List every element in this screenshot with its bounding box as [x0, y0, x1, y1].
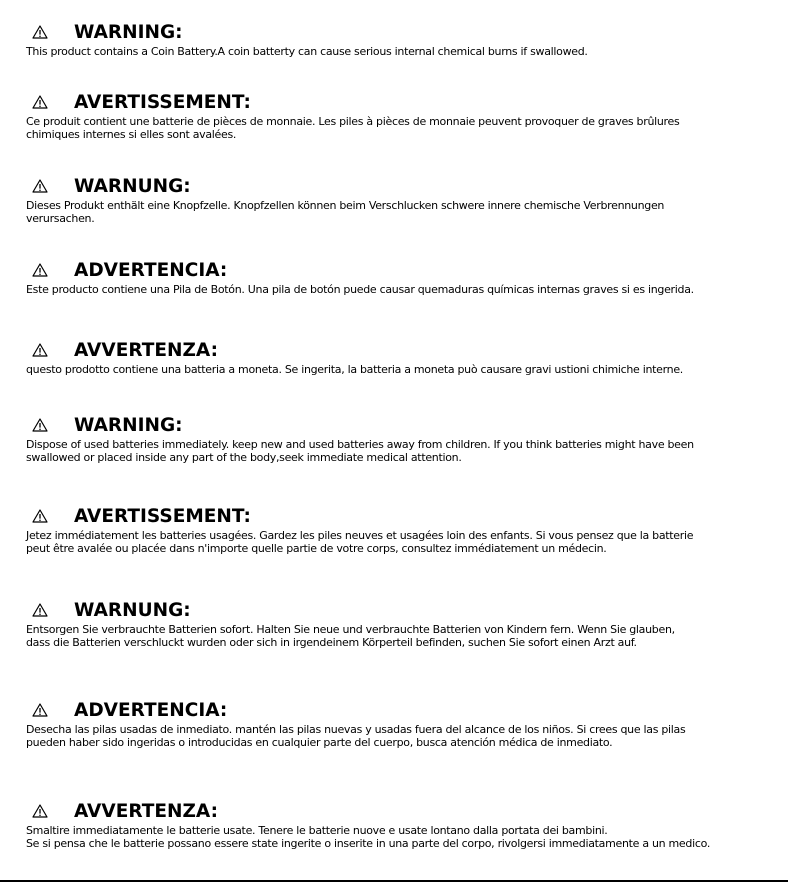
section-heading — [26, 415, 778, 437]
warning-triangle-icon — [26, 803, 74, 822]
warning-section — [26, 600, 778, 650]
body-line: peut être avalée ou placée dans n'importe quelle partie de votre corps, consultez immédiatement un médecin. — [26, 542, 607, 556]
body-line: Jetez immédiatement les batteries usagées. Gardez les piles neuves et usagées loin des enfants. Si vous pensez que la batterie — [26, 529, 694, 542]
body-line: Dieses Produkt enthält eine Knopfzelle. Knopfzellen können beim Verschlucken schwere innere chemische Verbrennungen — [26, 199, 665, 212]
body-line: dass die Batterien verschluckt wurden oder sich in irgendeinem Körperteil befinden, suchen Sie sofort einen Arzt auf. — [26, 636, 637, 650]
warning-triangle-icon — [26, 602, 74, 621]
warning-triangle-icon — [26, 24, 74, 43]
warning-section — [26, 176, 778, 226]
section-body — [26, 723, 778, 750]
warning-triangle-icon — [26, 342, 74, 361]
section-title: WARNUNG: — [74, 176, 191, 197]
warning-triangle-icon — [26, 178, 74, 197]
bottom-divider — [0, 880, 788, 882]
warning-section — [26, 415, 778, 465]
section-title: WARNUNG: — [74, 600, 191, 621]
body-line: Dispose of used batteries immediately. keep new and used batteries away from children. If you think batteries might have been — [26, 438, 694, 451]
section-body — [26, 623, 778, 650]
warning-section — [26, 22, 778, 58]
warning-section — [26, 260, 778, 296]
section-title: WARNING: — [74, 22, 183, 43]
section-heading — [26, 260, 778, 282]
section-heading — [26, 801, 778, 823]
body-line: swallowed or placed inside any part of the body,seek immediate medical attention. — [26, 451, 462, 465]
body-line: questo prodotto contiene una batteria a moneta. Se ingerita, la batteria a moneta può causare gravi ustioni chimiche interne. — [26, 363, 684, 376]
warning-section — [26, 92, 778, 142]
section-body — [26, 824, 778, 851]
warning-triangle-icon — [26, 702, 74, 721]
section-title: WARNING: — [74, 415, 183, 436]
section-heading — [26, 92, 778, 114]
section-body — [26, 529, 778, 556]
section-heading — [26, 176, 778, 198]
body-line: This product contains a Coin Battery.A coin batterty can cause serious internal chemical burns if swallowed. — [26, 45, 588, 58]
warning-section — [26, 506, 778, 556]
section-title: AVERTISSEMENT: — [74, 506, 251, 527]
warning-section — [26, 340, 778, 376]
body-line: pueden haber sido ingeridas o introducidas en cualquier parte del cuerpo, busca atención médica de inmediato. — [26, 736, 613, 750]
section-title: AVVERTENZA: — [74, 801, 218, 822]
warning-triangle-icon — [26, 94, 74, 113]
warning-section — [26, 801, 778, 851]
section-body — [26, 199, 778, 226]
body-line: Entsorgen Sie verbrauchte Batterien sofort. Halten Sie neue und verbrauchte Batterien von Kindern fern. Wenn Sie glauben, — [26, 623, 675, 636]
section-heading — [26, 340, 778, 362]
body-line: Smaltire immediatamente le batterie usate. Tenere le batterie nuove e usate lontano dalla portata dei bambini. — [26, 824, 608, 837]
warning-triangle-icon — [26, 508, 74, 527]
body-line: verursachen. — [26, 212, 95, 226]
section-body — [26, 115, 778, 142]
body-line: Ce produit contient une batterie de pièces de monnaie. Les piles à pièces de monnaie peuvent provoquer de graves brûlures — [26, 115, 680, 128]
body-line: Desecha las pilas usadas de inmediato. mantén las pilas nuevas y usadas fuera del alcance de los niños. Si crees que las pilas — [26, 723, 686, 736]
section-heading — [26, 506, 778, 528]
section-title: ADVERTENCIA: — [74, 700, 228, 721]
section-title: AVVERTENZA: — [74, 340, 218, 361]
section-heading — [26, 22, 778, 44]
section-body — [26, 438, 778, 465]
body-line: chimiques internes si elles sont avalées. — [26, 128, 237, 142]
section-body — [26, 283, 778, 296]
section-heading — [26, 700, 778, 722]
section-body — [26, 45, 778, 58]
section-heading — [26, 600, 778, 622]
body-line: Este producto contiene una Pila de Botón. Una pila de botón puede causar quemaduras químicas internas graves si es ingerida. — [26, 283, 694, 296]
body-line: Se si pensa che le batterie possano essere state ingerite o inserite in una parte del corpo, rivolgersi immediatamente a un medico. — [26, 837, 711, 851]
section-body — [26, 363, 778, 376]
section-title: ADVERTENCIA: — [74, 260, 228, 281]
section-title: AVERTISSEMENT: — [74, 92, 251, 113]
warning-section — [26, 700, 778, 750]
warning-triangle-icon — [26, 262, 74, 281]
warning-triangle-icon — [26, 417, 74, 436]
